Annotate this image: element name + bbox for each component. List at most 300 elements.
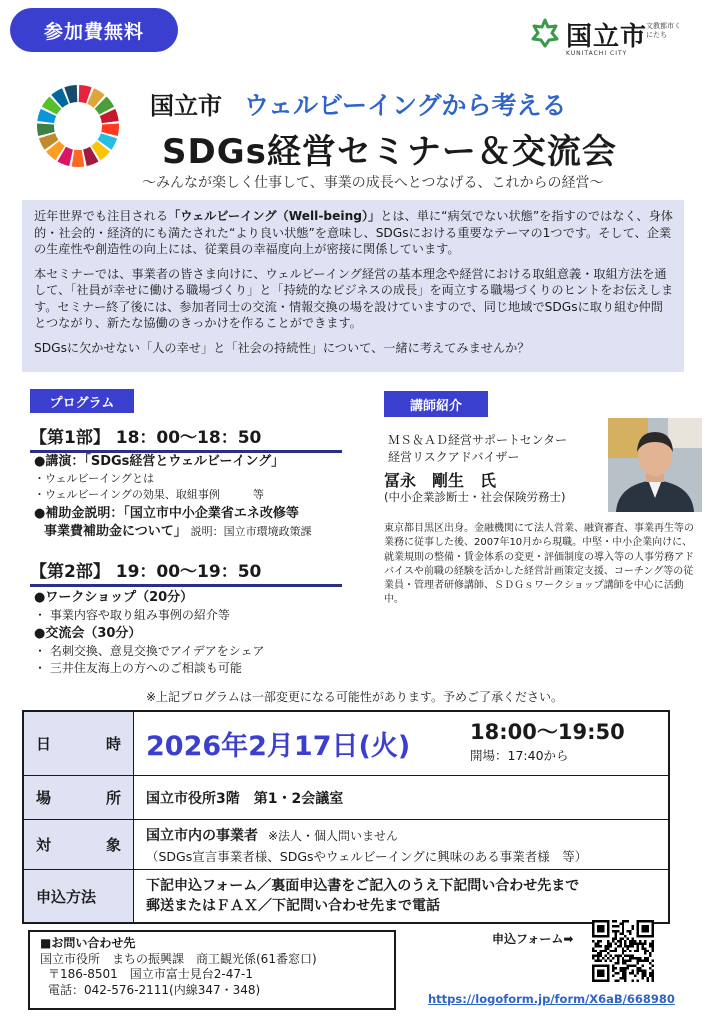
qr-module [612,965,614,967]
qr-module [632,945,634,947]
qr-module [644,972,646,974]
qr-module [617,960,619,962]
sdgs-wheel-icon [36,84,120,168]
qr-module [649,952,651,954]
qr-module [634,975,636,977]
qr-module [622,957,624,959]
qr-module [619,967,621,969]
qr-module [604,955,606,957]
qr-module [644,940,646,942]
lecturer-name: 冨永 剛生 氏 [384,471,497,490]
qr-module [592,957,594,959]
qr-module [602,950,604,952]
qr-module [629,932,631,934]
event-date: 2026年2月17日(火) [146,731,411,762]
qr-module [637,967,639,969]
qr-module [619,922,621,924]
qr-module [652,977,654,979]
qr-module [629,945,631,947]
qr-module [639,960,641,962]
qr-module [622,947,624,949]
apply-label [24,870,134,922]
qr-module [617,930,619,932]
qr-module [647,960,649,962]
qr-module [634,950,636,952]
qr-module [649,962,651,964]
date-label-b: 時 [105,735,121,753]
qr-module [642,975,644,977]
target-cell [134,820,668,869]
qr-module [622,967,624,969]
qr-module [622,952,624,954]
intro-panel [22,200,684,372]
qr-module [652,942,654,944]
qr-module [627,967,629,969]
qr-module [629,957,631,959]
qr-module [637,960,639,962]
qr-module [619,955,621,957]
qr-module [634,965,636,967]
apply-line-2: 郵送またはＦＡＸ／下記問い合わせ先まで電話 [146,898,440,914]
application-form-label: 申込フォーム➡ [492,932,574,946]
qr-module [614,920,616,922]
qr-module [644,950,646,952]
part1-subsidy-1 [34,505,299,522]
qr-module [612,957,614,959]
qr-module [622,962,624,964]
qr-module [614,980,616,982]
qr-module [592,950,594,952]
qr-module [602,957,604,959]
sdg-segment [37,123,55,136]
qr-module [617,940,619,942]
qr-module [632,940,634,942]
qr-module [617,980,619,982]
qr-module [639,957,641,959]
qr-module [644,952,646,954]
qr-module [612,930,614,932]
place-row [24,776,668,820]
intro-p1-c: とは、単に“病気でない状態”を指すのではなく、身体的・社会的・経済的にも満たされた“より良い状態”を意味し、SDGsにおける重要なテーマの1つです。そして、企業の生産性や創造性の向上には、従業員の幸福度向上が密接に関係しています。 [34,209,673,256]
qr-module [624,967,626,969]
part2-exchange-item-2: ・ 三井住友海上の方へのご相談も可能 [34,661,242,675]
qr-module [612,967,614,969]
kunitachi-city-logo [530,16,700,60]
part2-exchange-item-1: ・ 名刺交換、意見交換でアイデアをシェア [34,644,265,658]
qr-module [642,942,644,944]
qr-module [639,942,641,944]
qr-module [637,950,639,952]
date-label [24,712,134,775]
part2-workshop-item: ・ 事業内容や取り組み事例の紹介等 [34,608,230,622]
qr-module [624,972,626,974]
qr-module [597,940,599,942]
qr-module [639,970,641,972]
qr-module [609,942,611,944]
qr-module [647,977,649,979]
event-place: 国立市役所3階 第1・2会議室 [146,790,344,807]
qr-module [622,960,624,962]
qr-module [624,975,626,977]
qr-module [637,962,639,964]
qr-module [592,955,594,957]
contact-box [28,930,396,1010]
part1-lecture [34,453,284,470]
intro-paragraph-3: SDGsに欠かせない「人の幸せ」と「社会の持続性」について、一緒に考えてみませんか？ [34,340,530,355]
qr-module [609,945,611,947]
qr-module [652,980,654,982]
place-cell [134,776,668,819]
qr-module [632,942,634,944]
qr-module [624,942,626,944]
qr-module [624,955,626,957]
lecturer-org [388,432,567,466]
qr-module [632,937,634,939]
program-note: ※上記プログラムは一部変更になる可能性があります。予めご了承ください。 [146,690,563,704]
part1-item-2: ・ウェルビーイングの効果、取組事例 等 [34,488,264,501]
qr-module [622,930,624,932]
lecturer-credentials: (中小企業診断士・社会保険労務士) [384,490,566,504]
part2-heading: 【第2部】 19：00～19：50 [30,557,342,587]
qr-module [597,970,604,977]
part2-workshop [34,589,193,606]
apply-line-1: 下記申込フォーム／裏面申込書をご記入のうえ下記問い合わせ先まで [146,878,580,894]
title-city: 国立市 [150,92,222,120]
qr-module [619,937,621,939]
qr-module [622,970,624,972]
qr-module [629,965,631,967]
program-tab: プログラム [30,389,134,413]
qr-module [614,930,616,932]
qr-module [617,962,619,964]
qr-module [622,920,624,922]
qr-module [607,947,609,949]
logo-sub: 文教都市くにたち [646,22,681,39]
qr-module [637,947,639,949]
date-cell [134,712,668,775]
event-time: 18:00～19:50 [470,720,625,744]
target-sub: （SDGs宣言事業者様、SDGsやウェルビーイングに興味のある事業者様 等） [146,848,588,864]
city-mark-icon [530,18,560,48]
qr-module [604,960,606,962]
qr-module [597,925,604,932]
part1-heading: 【第1部】 18：00～18：50 [30,423,342,453]
qr-module [614,932,616,934]
qr-module [624,945,626,947]
qr-module [614,937,616,939]
contact-line-3: 電話：042-576-2111(内線347・348) [48,982,261,997]
sdg-segment [101,123,119,136]
qr-module [627,930,629,932]
application-form-link[interactable]: https://logoform.jp/form/X6aB/668980 [428,992,675,1006]
qr-module [604,945,606,947]
intro-paragraph-2: 本セミナーでは、事業者の皆さま向けに、ウェルビーイング経営の基本理念や経営における取組意義・取組方法を通して、「社員が幸せに働ける職場づくり」と「持続的なビジネスの成長」を両立する職場づくりのヒントをお伝えします。セミナー終了後には、参加者同士の交流・情報交換の場を設けていますので、同じ地域でSDGsに取り組む仲間とつながり、新たな協働のきっかけを作ることができます。 [34,266,674,330]
qr-module [649,975,651,977]
qr-module [619,940,621,942]
target-note: ※法人・個人問いません [268,828,399,843]
qr-module [597,952,599,954]
qr-module [597,945,599,947]
contact-line-2: 〒186-8501 国立市富士見台2-47-1 [48,967,253,981]
qr-module [597,955,599,957]
qr-module [617,945,619,947]
qr-module [599,950,601,952]
contact-heading: ■お問い合わせ先 [40,936,136,950]
qr-module [614,947,616,949]
qr-module [619,977,621,979]
qr-module [599,945,601,947]
qr-module [632,927,634,929]
page-title: SDGs経営セミナー＆交流会 [162,132,617,172]
qr-module [644,947,646,949]
part1-subsidy-2 [44,523,312,540]
qr-module [609,950,611,952]
qr-module [592,947,594,949]
qr-module [617,925,619,927]
qr-module [622,922,624,924]
qr-module [614,955,616,957]
qr-module [649,972,651,974]
qr-module [607,940,609,942]
qr-module [622,932,624,934]
qr-module [642,947,644,949]
qr-module [652,945,654,947]
qr-module [612,940,614,942]
qr-module [607,957,609,959]
qr-module [637,945,639,947]
qr-module [594,950,596,952]
qr-module [652,940,654,942]
qr-module [614,925,616,927]
qr-module [624,962,626,964]
qr-module [652,950,654,952]
qr-module [619,942,621,944]
qr-module [627,955,629,957]
qr-module [622,925,624,927]
qr-module [629,950,631,952]
qr-module [642,960,644,962]
apply-label-text: 申込方法 [36,887,97,906]
qr-module [629,930,631,932]
qr-module [612,925,614,927]
qr-module [617,955,619,957]
sdg-segment [72,150,85,167]
qr-module [622,977,624,979]
qr-module [624,940,626,942]
qr-module [597,957,599,959]
logo-name: 国立市 [566,22,648,52]
qr-module [637,972,639,974]
qr-module [632,965,634,967]
qr-module [644,970,646,972]
qr-module [597,942,599,944]
door-open-time: 開場：17:40から [470,748,569,763]
qr-module [607,945,609,947]
qr-module [637,942,639,944]
qr-module [609,960,611,962]
exchange-title: ●交流会（30分） [34,626,142,641]
qr-module [637,980,639,982]
qr-code-icon[interactable] [592,920,654,982]
qr-module [629,972,631,974]
qr-module [622,975,624,977]
qr-module [594,942,596,944]
date-label-a: 日 [36,735,52,753]
qr-module [614,962,616,964]
qr-module [599,940,601,942]
qr-module [614,935,616,937]
lecturer-org-2: 経営リスクアドバイザー [388,450,520,464]
qr-module [649,955,651,957]
apply-cell [134,870,668,922]
qr-module [597,960,599,962]
qr-module [622,972,624,974]
qr-module [629,960,631,962]
qr-module [624,935,626,937]
qr-module [652,970,654,972]
place-label [24,776,134,819]
logo-en: KUNITACHI CITY [566,50,628,57]
place-label-b: 所 [105,789,121,807]
event-info-table [22,710,670,924]
qr-module [629,940,631,942]
qr-module [639,967,641,969]
qr-module [637,957,639,959]
qr-module [594,960,596,962]
contact-line-1: 国立市役所 まちの振興課 商工観光係(61番窓口) [40,951,317,966]
qr-module [642,977,644,979]
qr-module [632,957,634,959]
qr-module [652,972,654,974]
qr-module [644,957,646,959]
qr-module [612,937,614,939]
qr-module [614,942,616,944]
qr-module [619,970,621,972]
qr-module [642,965,644,967]
lecturer-photo [608,418,702,512]
page-subtitle: ～みんなが楽しく仕事して、事業の成長へとつなげる、これからの経営～ [142,175,604,191]
qr-module [622,937,624,939]
target-label-b: 象 [105,836,121,854]
title-theme: ウェルビーイングから考える [244,91,567,120]
qr-module [592,940,594,942]
qr-module [644,942,646,944]
qr-module [627,947,629,949]
qr-module [652,975,654,977]
qr-module [637,970,639,972]
qr-module [632,972,634,974]
target-main: 国立市内の事業者 [146,827,258,844]
qr-module [647,957,649,959]
qr-module [624,960,626,962]
qr-module [642,970,644,972]
qr-module [632,970,634,972]
qr-module [629,942,631,944]
qr-module [627,937,629,939]
qr-module [619,945,621,947]
qr-module [624,970,626,972]
qr-module [612,950,614,952]
qr-module [617,957,619,959]
subsidy-title-1: ●補助金説明：「国立市中小企業省エネ改修等 [34,506,299,521]
lecturer-tab: 講師紹介 [384,391,488,417]
qr-module [612,975,614,977]
target-label-a: 対 [36,836,52,854]
qr-module [632,955,634,957]
qr-module [644,975,646,977]
intro-p1-b: 「ウェルビーイング（Well-being）」 [168,209,381,223]
qr-module [594,945,596,947]
qr-module [647,980,649,982]
qr-module [629,955,631,957]
time-box [470,716,625,764]
qr-module [612,970,614,972]
subsidy-note: 説明：国立市環境政策課 [190,525,312,538]
qr-module [624,977,626,979]
date-row [24,712,668,776]
part2-exchange [34,625,141,642]
lecture-title: ●講演：「SDGs経営とウェルビーイング」 [34,454,285,469]
lecturer-bio: 東京都目黒区出身。金融機関にて法人営業、融資審査、事業再生等の業務に従事した後、2007年10月から現職。中堅・中小企業向けに、就業規則の整備・賃金体系の変更・評価制度の導入等の人事労務アドバイスや前職の経験を活かした経営計画策定支援、コーチング等の従業員・管理者研修講師、ＳＤＧｓワークショップ講師を中心に活動中。 [384,523,694,606]
target-label [24,820,134,869]
lecturer-portrait-icon [608,418,702,512]
intro-p1-a: 近年世界でも注目される [34,209,169,223]
qr-module [624,920,626,922]
lecturer-org-1: ＭＳ＆ＡＤ経営サポートセンター [388,433,568,447]
free-admission-badge: 参加費無料 [10,8,178,52]
qr-module [619,932,621,934]
qr-module [622,950,624,952]
qr-module [604,950,606,952]
qr-module [614,967,616,969]
qr-module [649,967,651,969]
qr-module [652,965,654,967]
qr-module [642,972,644,974]
qr-module [622,927,624,929]
qr-module [634,940,636,942]
qr-module [652,947,654,949]
qr-module [642,945,644,947]
qr-module [599,952,601,954]
qr-module [604,947,606,949]
qr-module [624,980,626,982]
qr-module [649,942,651,944]
qr-module [647,950,649,952]
target-row [24,820,668,870]
qr-module [614,972,616,974]
title-line1 [150,86,567,122]
qr-module [609,955,611,957]
qr-module [644,960,646,962]
qr-module [642,925,649,932]
qr-module [607,942,609,944]
qr-module [624,950,626,952]
qr-module [627,945,629,947]
workshop-title: ●ワークショップ（20分） [34,590,194,605]
place-label-a: 場 [36,789,52,807]
qr-module [634,957,636,959]
qr-module [634,942,636,944]
qr-module [639,940,641,942]
qr-module [627,960,629,962]
qr-module [617,972,619,974]
qr-module [614,950,616,952]
qr-module [627,965,629,967]
qr-module [652,960,654,962]
qr-module [632,925,634,927]
subsidy-title-2: 事業費補助金について」 [44,524,187,539]
intro-paragraph-1 [34,208,674,258]
